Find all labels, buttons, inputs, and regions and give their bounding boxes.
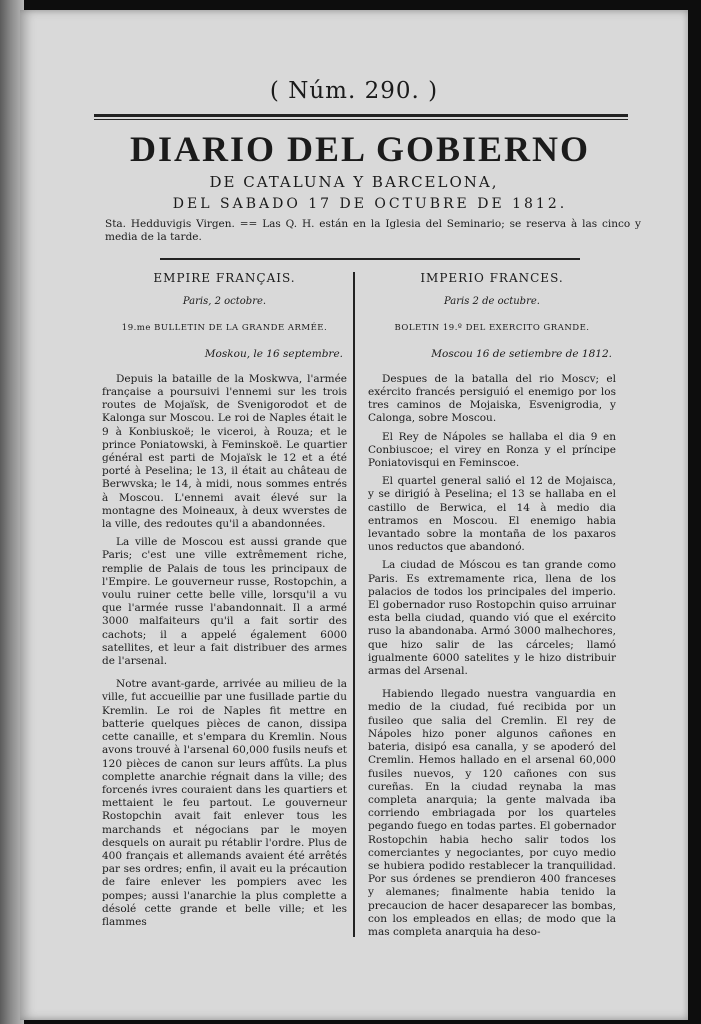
dateline: DEL SABADO 17 DE OCTUBRE DE 1812. xyxy=(172,196,568,212)
left-paragraph: Notre avant-garde, arrivée au milieu de la ville, fut accueillie par une fusillade partie du Kremlin. Le roi de Naples fit mettre en batterie quelques pièces de canon, dissipa cette canaille, et s'empara du Kremlin. Nous avons trouvé à l'arsenal 60,000 fusils neufs et 120 pièces de canon sur leurs affûts. La plus complette anarchie régnait dans la ville; des forcenés ivres couraient dans les quartiers et mettaient le feu partout. Le gouverneur Rostopchin avait fait enlever tous les marchands et négocians par le moyen desquels on aurait pu rétablir l'ordre. Plus de 400 français et allemands avaient été arrêtés par ses ordres; enfin, il avait eu la précaution de faire enlever les pompiers avec les pompes; aussi l'anarchie la plus complette a désolé cette grande et belle ville; et les flammes xyxy=(102,678,347,928)
right-column-place: Paris 2 de octubre. xyxy=(444,296,540,308)
left-column-date: Moskou, le 16 septembre. xyxy=(204,347,343,360)
right-column xyxy=(368,272,616,944)
right-paragraph: Habiendo llegado nuestra vanguardia en medio de la ciudad, fué recibida por un fusileo que salia del Cremlin. El rey de Nápoles hizo poner algunos cañones en bateria, disipó esa canalla, y se apoderó del Cremlin. Hemos hallado en el arsenal 60,000 fusiles nuevos, y 120 cañones con sus cureñas. En la ciudad reynaba la mas completa anarquia; la gente malvada iba corriendo embriagada por los quarteles pegando fuego en todas partes. El gobernador Rostopchin habia hecho salir todos los comerciantes y negociantes, por cuyo medio se hubiera podido restablecer la tranquilidad. Por sus órdenes se prendieron 400 franceses y alemanes; finalmente habia tenido la precaucion de hacer desaparecer las bombas, con los empleados en ellas; de modo que la mas completa anarquia ha deso- xyxy=(368,688,616,938)
left-paragraph: La ville de Moscou est aussi grande que Paris; c'est une ville extrêmement riche, remplie de Palais de tous les principaux de l'Empire. Le gouverneur russe, Rostopchin, a voulu ruiner cette belle ville, lorsqu'il a vu que l'armée russe l'abandonnait. Il a armé 3000 malfaiteurs qu'il a fait sortir des cachots; il a appelé également 6000 satellites, et leur a fait distribuer des armes de l'arsenal. xyxy=(102,536,347,668)
right-paragraph: El Rey de Nápoles se hallaba el dia 9 en Conbiuscoe; el virey en Ronza y el príncipe Poniatovisqui en Feminscoe. xyxy=(368,430,616,470)
right-paragraph: Despues de la batalla del rio Moscv; el exército francés persiguió el enemigo por los tres caminos de Mojaiska, Esvenigrodia, y Calonga, sobre Moscou. xyxy=(368,372,616,425)
header-rule-thin xyxy=(94,119,628,120)
newspaper-subtitle: DE CATALUNA Y BARCELONA, xyxy=(209,173,499,191)
left-column-bulletin: 19.me BULLETIN DE LA GRANDE ARMÉE. xyxy=(121,323,328,334)
right-paragraph: El quartel general salió el 12 de Mojaisca, y se dirigió à Peselina; el 13 se hallaba en el castillo de Berwica, el 14 à medio dia entramos en Moscou. El enemigo habia levantado sobre la montaña de los paxaros unos reductos que abandonó. xyxy=(368,475,616,554)
left-paragraph: Depuis la bataille de la Moskwva, l'armée française a poursuivi l'ennemi sur les trois routes de Mojaïsk, de Svenigorodot et de Kalonga sur Moscou. Le roi de Naples était le 9 à Konbiuskoë; le viceroi, à Rouza; et le prince Poniatowski, à Feminskoë. Le quartier général est parti de Mojaïsk le 12 et a été porté à Peselina; le 13, il était au château de Berwvska; le 14, à midi, nous sommes entrés à Moscou. L'ennemi avait élevé sur la montagne des Moineaux, à deux wverstes de la ville, des redoutes qu'il a abandonnées. xyxy=(102,372,347,531)
right-column-date: Moscou 16 de setiembre de 1812. xyxy=(431,347,612,360)
issue-number: ( Núm. 290. ) xyxy=(269,78,439,104)
saint-notice: Sta. Hedduvigis Virgen. == Las Q. H. están en la Iglesia del Seminario; se reserva à las cinco y media de la tarde. xyxy=(105,218,641,243)
right-column-bulletin: BOLETIN 19.º DEL EXERCITO GRANDE. xyxy=(394,323,590,334)
header-rule xyxy=(94,114,628,117)
newspaper-title: DIARIO DEL GOBIERNO xyxy=(129,129,591,169)
right-column-title: IMPERIO FRANCES. xyxy=(420,271,564,285)
left-column-place: Paris, 2 octobre. xyxy=(182,296,267,308)
right-paragraph: La ciudad de Móscou es tan grande como Paris. Es extremamente rica, llena de los palacios de todos los principales del imperio. El gobernador ruso Rostopchin quiso arruinar esta bella ciudad, quando vió que el exército ruso la abandonaba. Armó 3000 malhechores, que hizo salir de las cárceles; llamó igualmente 6000 satelites y le hizo distribuir armas del Arsenal. xyxy=(368,559,616,678)
newspaper-page xyxy=(20,10,688,1020)
left-column-title: EMPIRE FRANÇAIS. xyxy=(153,271,296,285)
left-column xyxy=(102,272,347,934)
section-rule xyxy=(160,258,580,260)
column-divider xyxy=(353,272,355,937)
